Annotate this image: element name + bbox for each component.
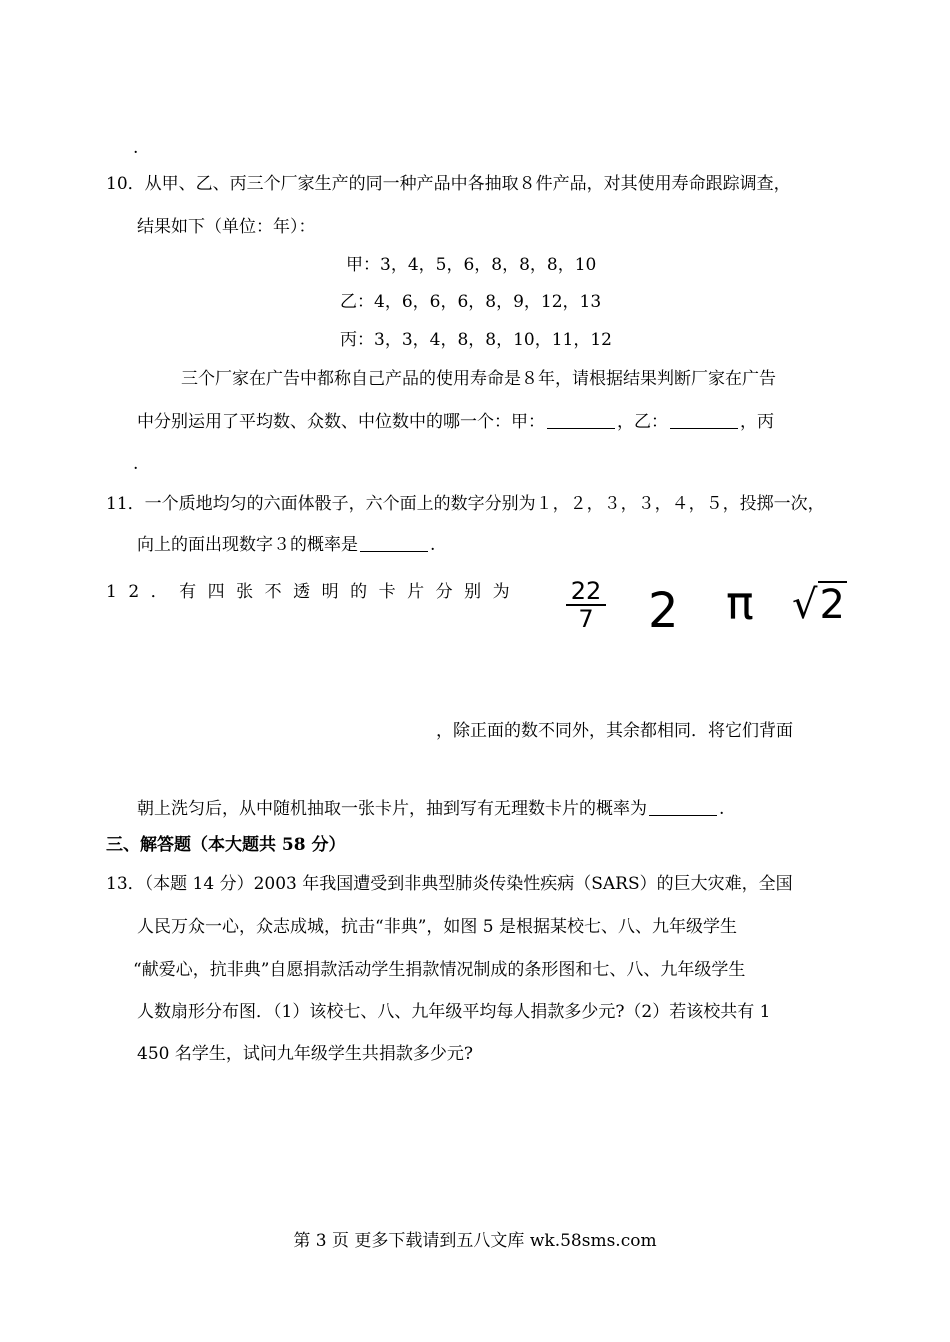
- q13-line5: 450 名学生，试问九年级学生共捐款多少元?: [137, 1044, 473, 1064]
- q10-line4-text-a: 中分别运用了平均数、众数、中位数中的哪一个：甲：: [137, 412, 545, 432]
- q11-line1: 11．一个质地均匀的六面体骰子，六个面上的数字分别为１，２，３，３，４，５，投掷一次，: [106, 494, 825, 514]
- q10-line4-text-b: ，乙：: [617, 412, 668, 432]
- answer-blank-q12[interactable]: [649, 797, 717, 816]
- q10-data-jia: 甲：3，4，5，6，8，8，8，10: [346, 255, 597, 275]
- fraction-denominator: 7: [578, 605, 594, 633]
- q12-line2: ，除正面的数不同外，其余都相同．将它们背面: [436, 721, 793, 741]
- answer-blank-yi[interactable]: [670, 410, 738, 429]
- answer-blank-jia[interactable]: [547, 410, 615, 429]
- q10-line2: 结果如下（单位：年）：: [137, 217, 316, 237]
- q10-line3: 三个厂家在广告中都称自己产品的使用寿命是８年，请根据结果判断厂家在广告: [181, 369, 776, 389]
- q12-line1: 12．有四张不透明的卡片分别为: [106, 582, 522, 602]
- q11-line2-dot: .: [430, 535, 436, 555]
- card-pi: π: [726, 576, 754, 630]
- q13-line3: “献爱心，抗非典”自愿捐款活动学生捐款情况制成的条形图和七、八、九年级学生: [133, 960, 746, 980]
- card-sqrt-two: [792, 580, 847, 630]
- q12-line3-dot: .: [719, 799, 725, 819]
- section-heading: 三、解答题（本大题共 58 分）: [106, 835, 346, 855]
- card-two: 2: [648, 583, 679, 639]
- q12-line3-text: 朝上洗匀后，从中随机抽取一张卡片，抽到写有无理数卡片的概率为: [137, 799, 647, 819]
- card-fraction: [566, 578, 606, 632]
- q10-data-yi: 乙：4，6，6，6，8，9，12，13: [340, 292, 602, 312]
- sqrt-argument: 2: [819, 582, 845, 628]
- q10-line1: 10．从甲、乙、丙三个厂家生产的同一种产品中各抽取８件产品，对其使用寿命跟踪调查，: [106, 174, 791, 194]
- q10-trailing-dot: .: [133, 454, 139, 474]
- fraction-numerator: 22: [566, 578, 606, 606]
- sqrt-symbol: √: [792, 582, 818, 628]
- leading-dot: .: [133, 138, 139, 158]
- q12-line3: [137, 797, 724, 821]
- q11-line2: [137, 533, 435, 557]
- answer-blank-q11[interactable]: [360, 533, 428, 552]
- page-footer: 第 3 页 更多下载请到五八文库 wk.58sms.com: [293, 1231, 657, 1251]
- q10-line4: [137, 410, 774, 434]
- q13-line2: 人民万众一心，众志成城，抗击“非典”，如图 5 是根据某校七、八、九年级学生: [137, 917, 738, 937]
- q13-line4: 人数扇形分布图．（1）该校七、八、九年级平均每人捐款多少元?（2）若该校共有 1: [137, 1002, 771, 1022]
- q13-line1: 13．（本题 14 分）2003 年我国遭受到非典型肺炎传染性疾病（SARS）的巨大灾难，全国: [106, 874, 793, 894]
- q10-data-bing: 丙：3，3，4，8，8，10，11，12: [340, 330, 612, 350]
- q11-line2-text: 向上的面出现数字３的概率是: [137, 535, 358, 555]
- q10-line4-text-c: ，丙: [740, 412, 774, 432]
